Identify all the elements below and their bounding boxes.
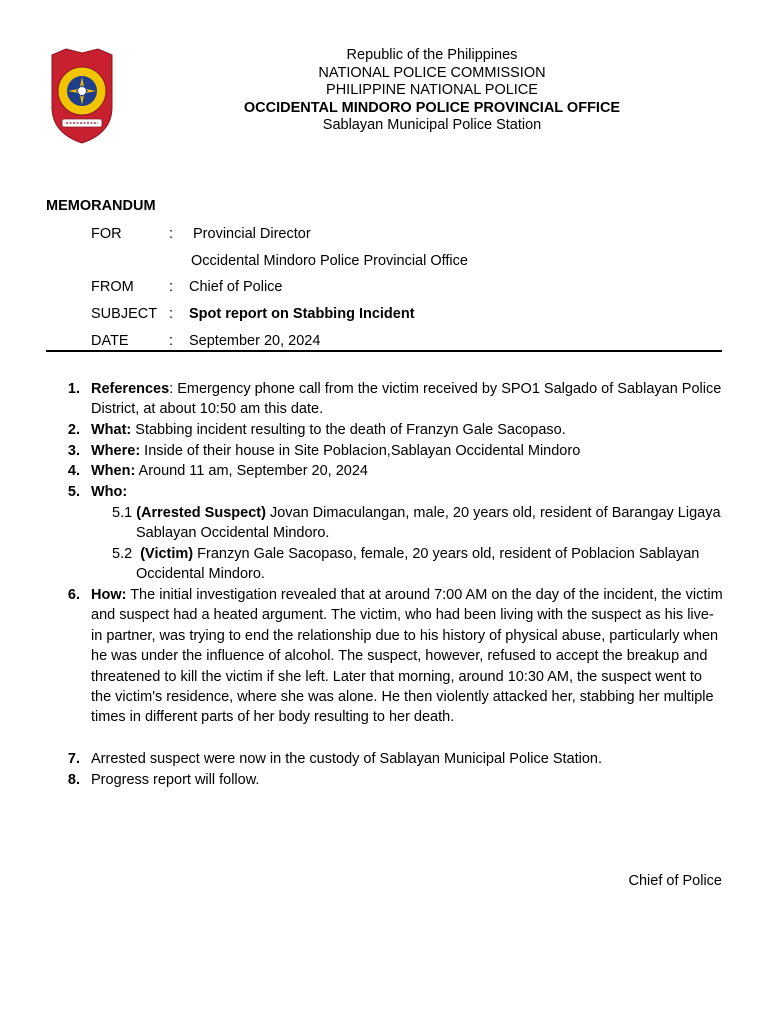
item-text: Arrested suspect were now in the custody of Sablayan Municipal Police Station.	[91, 751, 602, 767]
sub-item-victim	[112, 544, 724, 585]
header-line-napolcom: NATIONAL POLICE COMMISSION	[318, 64, 546, 81]
item-key: References	[91, 381, 170, 397]
item-key: When:	[91, 463, 136, 479]
item-key: What:	[91, 422, 132, 438]
item-number: 5.	[67, 484, 80, 500]
item-key: Where:	[91, 443, 141, 459]
item-number: 2.	[67, 422, 80, 438]
memo-subject-label: SUBJECT	[91, 306, 158, 322]
sub-item-key: (Victim)	[140, 546, 194, 562]
memo-for-label: FOR	[91, 226, 122, 242]
item-text: Stabbing incident resulting to the death of Franzyn Gale Sacopaso.	[131, 422, 566, 438]
sub-item-number: 5.1	[112, 505, 137, 521]
header-line-republic: Republic of the Philippines	[346, 47, 518, 63]
memo-title: MEMORANDUM	[46, 198, 156, 214]
item-number: 1.	[67, 381, 80, 397]
memo-subject-value: Spot report on Stabbing Incident	[189, 306, 415, 322]
memo-date-label: DATE	[91, 333, 129, 349]
item-text: Around 11 am, September 20, 2024	[135, 463, 368, 479]
header-line-pnp: PHILIPPINE NATIONAL POLICE	[326, 82, 538, 98]
sub-item-key: (Arrested Suspect)	[136, 505, 266, 521]
sub-item-suspect	[112, 503, 724, 544]
sub-item-text: Franzyn Gale Sacopaso, female, 20 years old, resident of Poblacion Sablayan Occidental Mindoro.	[136, 546, 700, 583]
memo-for-value: Provincial Director	[193, 226, 311, 242]
sub-item-number: 5.2	[112, 546, 141, 562]
item-number: 6.	[67, 587, 80, 603]
item-text: Inside of their house in Site Poblacion,Sablayan Occidental Mindoro	[140, 443, 581, 459]
memo-colon: :	[169, 279, 174, 295]
item-number: 8.	[67, 772, 80, 788]
item-text: The initial investigation revealed that at around 7:00 AM on the day of the incident, the victim and suspect had a heated argument. The victim, who had been living with the suspect as his live-in partner, was trying to end the relationship due to his history of physical abuse, particularly when he was under the influence of alcohol. The suspect, however, refused to accept the breakup and threatened to kill the victim if she left. Later that morning, around 10:30 AM, the suspect went to the victim's residence, where she was alone. He then violently attacked her, stabbing her multiple times in different parts of her body resulting to her death.	[91, 587, 723, 726]
header-line-station: Sablayan Municipal Police Station	[322, 117, 542, 133]
letterhead	[142, 47, 722, 135]
sub-item-text: Jovan Dimaculangan, male, 20 years old, resident of Barangay Ligaya Sablayan Occidental Mindoro.	[136, 505, 721, 542]
item-number: 7.	[67, 751, 80, 767]
header-divider	[46, 350, 722, 352]
item-text: : Emergency phone call from the victim received by SPO1 Salgado of Sablayan Police District, at about 10:50 am this date.	[91, 381, 722, 418]
item-number: 4.	[67, 463, 80, 479]
memo-from-value: Chief of Police	[189, 279, 283, 295]
item-text: Progress report will follow.	[91, 772, 260, 788]
memo-colon: :	[169, 333, 174, 349]
item-number: 3.	[67, 443, 80, 459]
memo-for-value-2: Occidental Mindoro Police Provincial Office	[191, 253, 468, 269]
memo-colon: :	[169, 226, 174, 242]
item-key: How:	[91, 587, 127, 603]
memo-from-label: FROM	[91, 279, 134, 295]
signature-block: Chief of Police	[628, 873, 722, 889]
pnp-logo	[46, 47, 118, 145]
memo-colon: :	[169, 306, 174, 322]
memo-date-value: September 20, 2024	[189, 333, 321, 349]
item-key: Who:	[91, 484, 128, 500]
header-line-provincial-office: OCCIDENTAL MINDORO POLICE PROVINCIAL OFFICE	[243, 99, 621, 116]
